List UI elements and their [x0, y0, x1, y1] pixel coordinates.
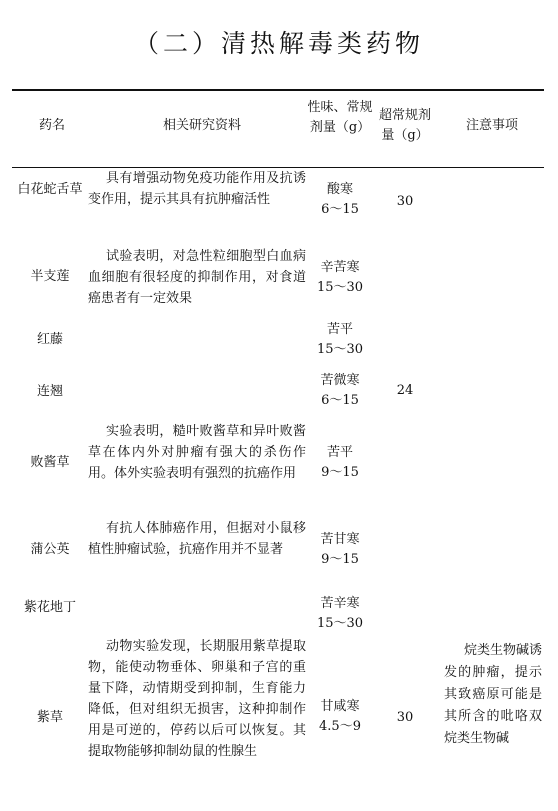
header-taste-dose: 性味、常规剂量（g）	[307, 100, 373, 135]
row-research-text: 试验表明，对急性粒细胞型白血病血细胞有很轻度的抑制作用，对食道癌患者有一定效果	[88, 249, 306, 306]
dose-range: 4.5～9	[319, 719, 361, 734]
row-research-text: 实验表明，糙叶败酱草和异叶败酱草在体内外对肿瘤有强大的杀伤作用。体外实验表明有强烈的抗癌作用	[88, 424, 306, 481]
row-drug-name: 紫花地丁	[23, 600, 76, 615]
row-super-dose: 24	[396, 383, 414, 398]
row-drug-name: 红藤	[36, 332, 63, 347]
row-drug-name: 紫草	[36, 710, 63, 725]
page-title: （二）清热解毒类药物	[133, 29, 424, 58]
taste-label: 苦微寒	[320, 373, 360, 388]
row-taste-dose	[305, 320, 375, 360]
table-top-rule	[12, 89, 544, 91]
dose-range: 15～30	[316, 280, 364, 295]
dose-range: 15～30	[316, 342, 364, 357]
row-drug-name: 白花蛇舌草	[17, 182, 83, 197]
dose-range: 9～15	[321, 552, 359, 567]
row-taste-dose	[305, 594, 375, 634]
row-taste-dose	[305, 697, 375, 737]
header-drug-name: 药名	[38, 118, 65, 133]
taste-label: 苦甘寒	[320, 532, 360, 547]
row-research-text: 具有增强动物免疫功能作用及抗诱变作用，提示其具有抗肿瘤活性	[88, 171, 306, 207]
dose-range: 15～30	[316, 616, 364, 631]
row-taste-dose	[305, 180, 375, 220]
header-notes: 注意事项	[465, 118, 518, 133]
row-drug-name: 败酱草	[30, 455, 70, 470]
taste-label: 辛苦寒	[320, 260, 360, 275]
row-taste-dose	[305, 258, 375, 298]
taste-label: 甘咸寒	[320, 699, 360, 714]
taste-label: 苦平	[326, 445, 353, 460]
row-drug-name: 蒲公英	[30, 542, 70, 557]
row-notes-text: 烷类生物碱诱发的肿瘤，提示其致癌原可能是其所含的吡咯双烷类生物碱	[444, 643, 543, 746]
row-super-dose: 30	[396, 194, 414, 209]
taste-label: 苦辛寒	[320, 596, 360, 611]
header-research: 相关研究资料	[162, 118, 241, 133]
row-taste-dose	[305, 371, 375, 411]
row-super-dose: 30	[396, 710, 414, 725]
header-super-dose: 超常规剂量（g）	[378, 108, 431, 143]
row-taste-dose	[305, 443, 375, 483]
dose-range: 9～15	[321, 465, 359, 480]
row-taste-dose	[305, 530, 375, 570]
dose-range: 6～15	[321, 393, 359, 408]
row-drug-name: 连翘	[36, 384, 63, 399]
row-research-text: 动物实验发现，长期服用紫草提取物，能使动物垂体、卵巢和子宫的重量下降，动情期受到抑制，生育能力降低，但对组织无损害，这种抑制作用是可逆的，停药以后可以恢复。其提取物能够抑制幼鼠的性腺生	[88, 639, 306, 759]
row-research-text: 有抗人体肺癌作用，但据对小鼠移植性肿瘤试验，抗癌作用并不显著	[88, 521, 306, 557]
row-drug-name: 半支莲	[30, 269, 70, 284]
taste-label: 苦平	[326, 322, 353, 337]
dose-range: 6～15	[321, 202, 359, 217]
taste-label: 酸寒	[326, 182, 353, 197]
